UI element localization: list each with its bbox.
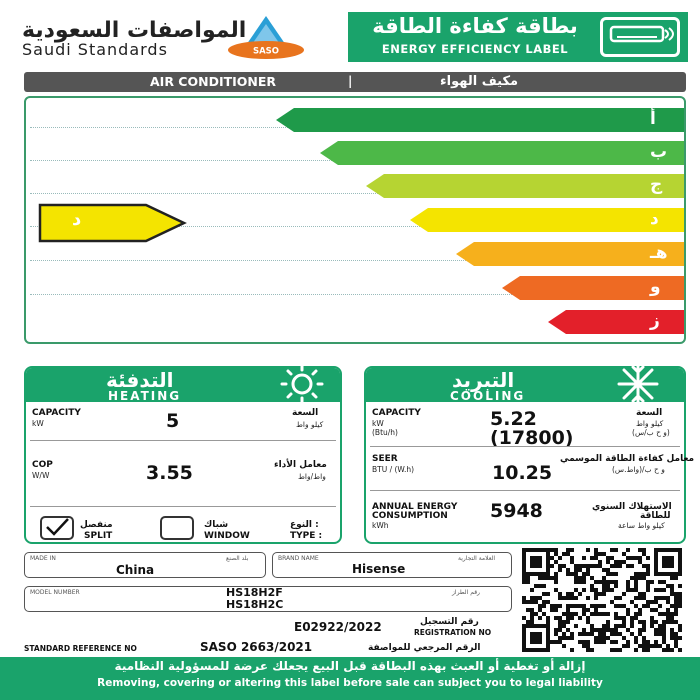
model-number-2: HS18H2C: [226, 598, 284, 611]
heating-cop-arabic-unit: واط/واط: [298, 472, 326, 481]
cooling-capacity-value: 5.22: [490, 408, 537, 430]
grade-bar-3: [366, 174, 684, 198]
category-arabic: مكيف الهواء: [440, 74, 519, 89]
cooling-capacity-label: CAPACITY: [372, 408, 421, 418]
heating-title-arabic: التدفئة: [106, 368, 174, 392]
label-title-arabic: بطاقة كفاءة الطاقة: [372, 14, 578, 38]
rating-label: د: [72, 209, 82, 230]
cooling-capacity-btu-value: (17800): [490, 427, 574, 449]
air-conditioner-icon: [600, 17, 680, 57]
model-caption-arabic: رقم الطراز: [452, 589, 480, 596]
grade-label-7: ز: [650, 311, 660, 331]
cooling-capacity-unit-btu: (Btu/h): [372, 428, 398, 437]
cooling-capacity-arabic-unit-kw: كيلو واط: [636, 419, 664, 428]
grade-bar-4: [410, 208, 684, 232]
check-mark-icon: [42, 518, 72, 538]
heating-cop-value: 3.55: [146, 462, 193, 484]
cooling-aec-arabic-1: الاستهلاك السنوي: [592, 502, 672, 512]
logo-text: SASO: [252, 46, 280, 57]
cooling-aec-label-1: ANNUAL ENERGY: [372, 502, 458, 512]
window-checkbox: [160, 516, 194, 540]
rating-arrow: [38, 203, 188, 243]
cooling-aec-label-2: CONSUMPTION: [372, 511, 448, 521]
heating-capacity-value: 5: [166, 410, 180, 432]
brand-caption-arabic: العلامة التجارية: [458, 555, 496, 562]
made-in-caption-arabic: بلد الصنع: [226, 555, 249, 562]
grade-label-4: د: [650, 209, 659, 229]
heating-capacity-arabic-unit: كيلو واط: [296, 420, 324, 429]
footer-warning-english: Removing, covering or altering this label before sale can subject you to legal liability: [97, 677, 603, 689]
model-caption: MODEL NUMBER: [30, 589, 80, 596]
registration-label-english: REGISTRATION NO: [414, 628, 492, 637]
cooling-aec-value: 5948: [490, 500, 543, 522]
grade-label-3: ج: [650, 175, 663, 195]
cooling-capacity-arabic-unit-btu: (و ح ب/س): [632, 428, 670, 437]
standard-label-arabic: الرقم المرجعي للمواصفة: [368, 643, 481, 653]
divider: [30, 506, 336, 507]
grade-label-1: أ: [650, 109, 656, 129]
heating-capacity-arabic: السعة: [292, 408, 319, 418]
category-bar: [24, 72, 686, 92]
footer-warning-arabic: إزالة أو تغطية أو العبث بهذه البطاقة قبل البيع يجعلك عرضة للمسؤولية النظامية: [114, 659, 586, 673]
heating-cop-unit: W/W: [32, 471, 50, 480]
grade-label-6: و: [650, 277, 661, 297]
qr-code: [522, 548, 682, 652]
cooling-seer-label: SEER: [372, 454, 398, 464]
brand-value: Hisense: [352, 562, 406, 576]
grade-bar-1: [276, 108, 684, 132]
grade-label-2: ب: [650, 142, 668, 162]
split-label-english: SPLIT: [84, 531, 113, 541]
type-label-arabic: النوع :: [290, 520, 319, 530]
sun-icon: [272, 364, 332, 404]
standard-label: STANDARD REFERENCE NO: [24, 644, 137, 653]
grade-label-5: هـ: [650, 243, 668, 263]
heating-capacity-label: CAPACITY: [32, 408, 81, 418]
cooling-seer-arabic: معامل كفاءة الطاقة الموسمي: [560, 454, 695, 464]
grade-bar-2: [320, 141, 684, 165]
brand-caption: BRAND NAME: [278, 555, 319, 562]
cooling-aec-arabic-2: للطاقة: [640, 511, 671, 521]
heating-cop-arabic: معامل الأداء: [274, 460, 327, 470]
window-label-arabic: شباك: [204, 520, 229, 530]
cooling-aec-arabic-unit: كيلو واط ساعة: [618, 521, 665, 530]
cooling-seer-value: 10.25: [492, 462, 553, 484]
model-number-1: HS18H2F: [226, 586, 283, 599]
grade-bar-7: [548, 310, 684, 334]
cooling-title-arabic: التبريد: [452, 368, 515, 392]
heating-title-english: HEATING: [108, 389, 182, 403]
cooling-aec-unit: kWh: [372, 521, 389, 530]
type-label-english: TYPE :: [290, 531, 323, 541]
snowflake-icon: [616, 362, 660, 406]
cooling-seer-unit: BTU / (W.h): [372, 465, 415, 474]
made-in-value: China: [116, 563, 155, 577]
split-checkbox: [40, 516, 74, 540]
split-label-arabic: منفصل: [80, 520, 113, 530]
registration-value: E02922/2022: [294, 620, 382, 634]
standard-value: SASO 2663/2021: [200, 640, 313, 654]
category-separator: |: [348, 74, 353, 88]
made-in-caption: MADE IN: [30, 555, 56, 562]
divider: [370, 490, 680, 491]
heating-capacity-unit: kW: [32, 419, 44, 428]
saso-logo: [226, 14, 306, 60]
cooling-seer-arabic-unit: و ح ب/(واط.س): [612, 465, 665, 474]
divider: [30, 440, 336, 441]
category-english: AIR CONDITIONER: [150, 74, 277, 89]
cooling-title-english: COOLING: [450, 389, 526, 403]
label-title-english: ENERGY EFFICIENCY LABEL: [381, 42, 569, 56]
window-label-english: WINDOW: [204, 531, 250, 541]
divider: [370, 446, 680, 447]
cooling-capacity-arabic: السعة: [636, 408, 663, 418]
heating-cop-label: COP: [32, 460, 53, 470]
registration-label-arabic: رقم التسجيل: [420, 617, 479, 627]
org-name-arabic: المواصفات السعودية: [22, 18, 247, 43]
org-name-english: Saudi Standards: [22, 40, 168, 59]
cooling-capacity-unit-kw: kW: [372, 419, 384, 428]
